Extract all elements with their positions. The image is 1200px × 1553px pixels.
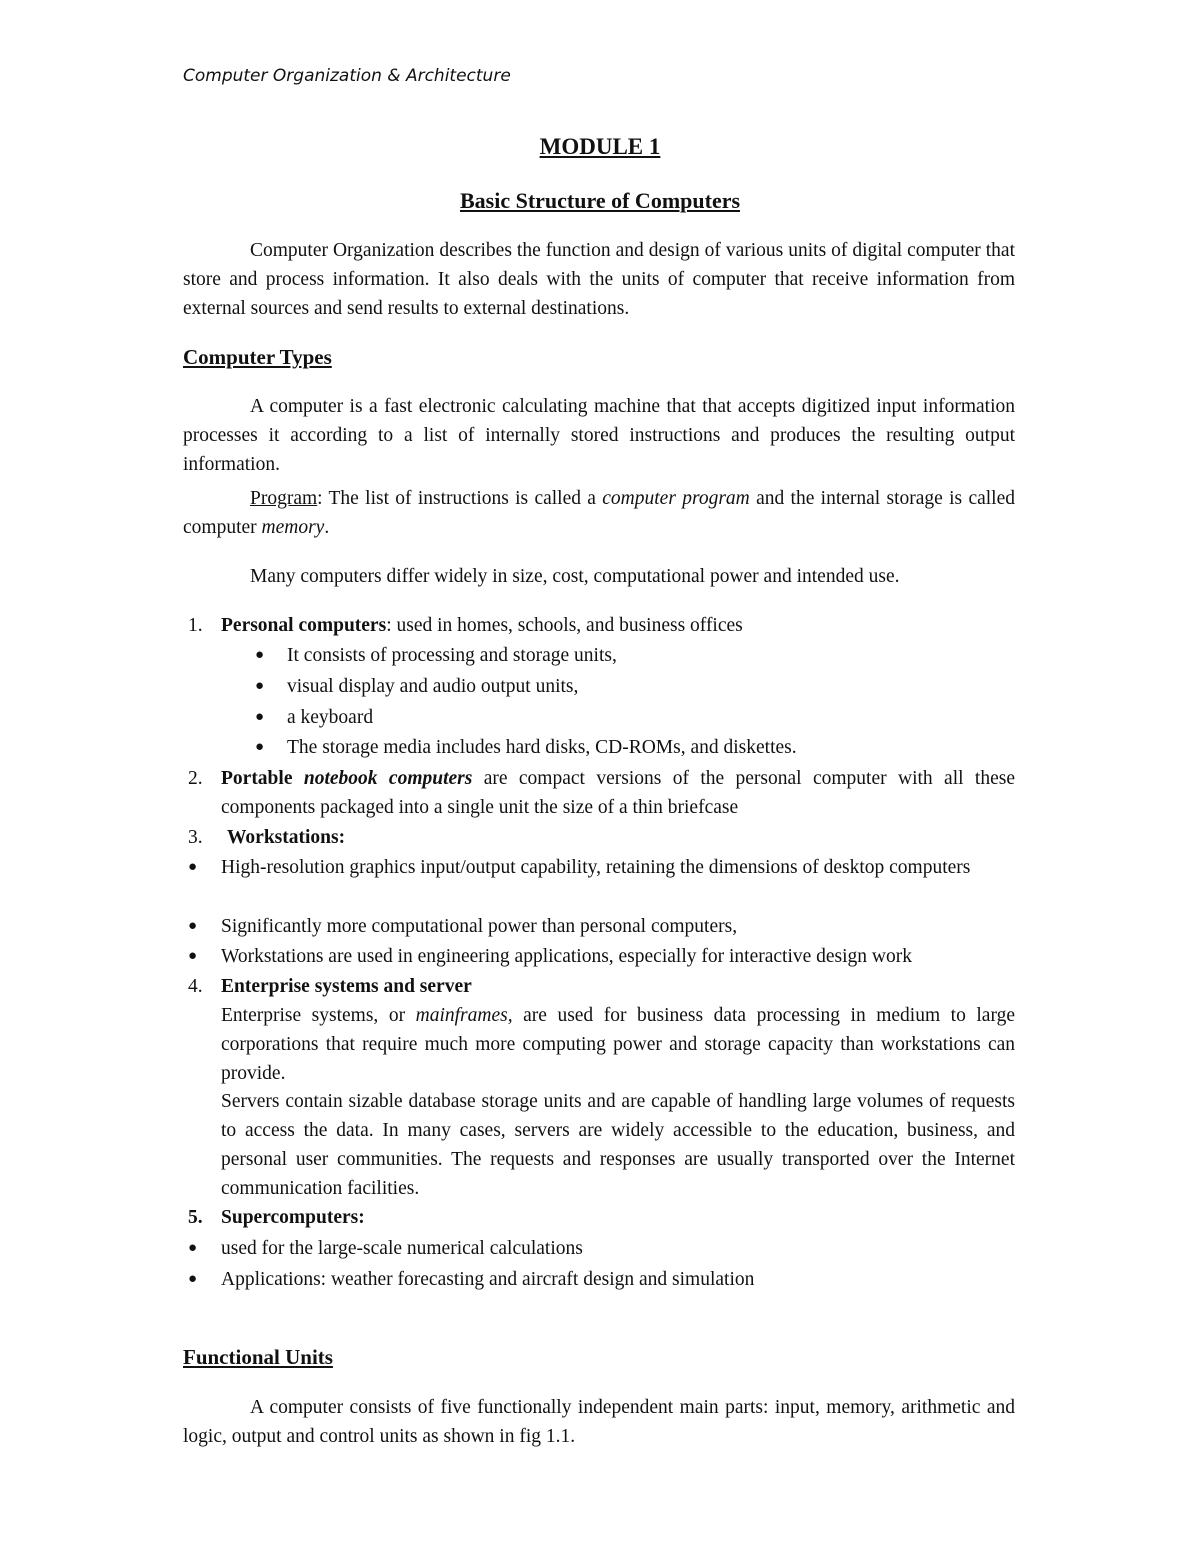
enterprise-term: Enterprise systems and server <box>221 976 472 997</box>
bullet-icon: ● <box>255 709 265 725</box>
program-text-b: and the internal storage is called computer <box>183 488 1015 538</box>
differ-paragraph: Many computers differ widely in size, cost, computational power and intended use. <box>250 566 900 587</box>
bullet-icon: ● <box>188 918 198 934</box>
bullet-icon: ● <box>188 859 198 875</box>
bullet-icon: ● <box>188 1271 198 1287</box>
program-paragraph <box>183 484 1015 542</box>
mainframes-emphasis: mainframes, <box>415 1005 513 1026</box>
chapter-title: Basic Structure of Computers <box>459 188 741 213</box>
notebook-term-b: notebook computers <box>303 768 473 789</box>
section-heading-computer-types: Computer Types <box>183 345 332 369</box>
list-number: 4. <box>188 976 203 997</box>
bullet-icon: ● <box>255 678 265 694</box>
personal-computers-term: Personal computers <box>221 615 387 636</box>
program-text-end: . <box>324 517 330 538</box>
personal-computers-desc: : used in homes, schools, and business offices <box>386 615 743 636</box>
section-heading-functional-units: Functional Units <box>183 1345 333 1369</box>
list-number: 1. <box>188 615 203 636</box>
workstations-term: Workstations: <box>227 827 346 848</box>
module-title: MODULE 1 <box>539 134 661 159</box>
program-emphasis-computer-program: computer program <box>602 488 750 509</box>
notebook-term-a: Portable <box>221 768 304 789</box>
program-emphasis-memory: memory <box>261 517 325 538</box>
notebook-desc: are compact versions of the personal computer with all these components packaged into a single unit the size of a thin briefcase <box>221 768 1015 818</box>
supercomputers-term: Supercomputers: <box>221 1207 365 1228</box>
bullet-icon: ● <box>188 948 198 964</box>
document-page: Computer Organization & Architecture MODULE 1 Basic Structure of Computers Computer Organization describes the function and design of various units of digital computer that store and process information. It also deals with the units of computer that receive information from external sources and send results to external destinations. Computer Types A computer is a fast electronic calculating machine that that accepts digitized input information processes it according to a list of internally stored instructions and produces the resulting output information. Program: The list of instructions is called a computer program and the internal storage is called computer memory. Many computers differ widely in size, cost, computational power and intended use. 1. Personal computers: used in homes, schools, and business offices ● It consists of processing and storage units, ● visual display and audio output units, ● a keyboard ● The storage media includes hard disks, CD-ROMs, and diskettes. 2. Portable notebook computers are compact versions of the personal computer with all these components packaged into a single unit the size of a thin briefcase 3. Workstations: ● High-resolution graphics input/output capability, retaining the dimensions of desktop computers ● Significantly more computational power than personal computers, ● Workstations are used in engineering applications, especially for interactive design work 4. Enterprise systems and server Enterprise systems, or mainframes, are used for business data processing in medium to large corporations that require much more computing power and storage capacity than workstations can provide. Servers contain sizable database storage units and are capable of handling large volumes of requests to access the data. In many cases, servers are widely accessible to the education, business, and personal user communities. The requests and responses are usually transported over the Internet communication facilities. 5. Supercomputers: ● used for the large-scale numerical calculations ● Applications: weather forecasting and aircraft design and simulation Functional Units A computer consists of five functionally independent main parts: input, memory, arithmetic and logic, output and control units as shown in fig 1.1. <box>0 0 1200 1553</box>
functional-units-paragraph: A computer consists of five functionally independent main parts: input, memory, arithmetic and logic, output and control units as shown in fig 1.1. <box>183 1397 1015 1447</box>
bullet-icon: ● <box>255 739 265 755</box>
list-number: 5. <box>188 1207 203 1228</box>
program-label: Program <box>250 488 318 509</box>
bullet-icon: ● <box>255 647 265 663</box>
bullet-icon: ● <box>188 1240 198 1256</box>
page-header: Computer Organization & Architecture <box>183 66 511 86</box>
program-text-a: : The list of instructions is called a <box>317 488 603 509</box>
intro-paragraph: Computer Organization describes the function and design of various units of digital computer that store and process information. It also deals with the units of computer that receive information from external sources and send results to external destinations. <box>183 240 1015 319</box>
list-number: 2. <box>188 768 203 789</box>
list-number: 3. <box>188 827 203 848</box>
computer-definition-paragraph: A computer is a fast electronic calculating machine that that accepts digitized input information processes it according to a list of internally stored instructions and produces the resulting output information. <box>183 396 1015 475</box>
